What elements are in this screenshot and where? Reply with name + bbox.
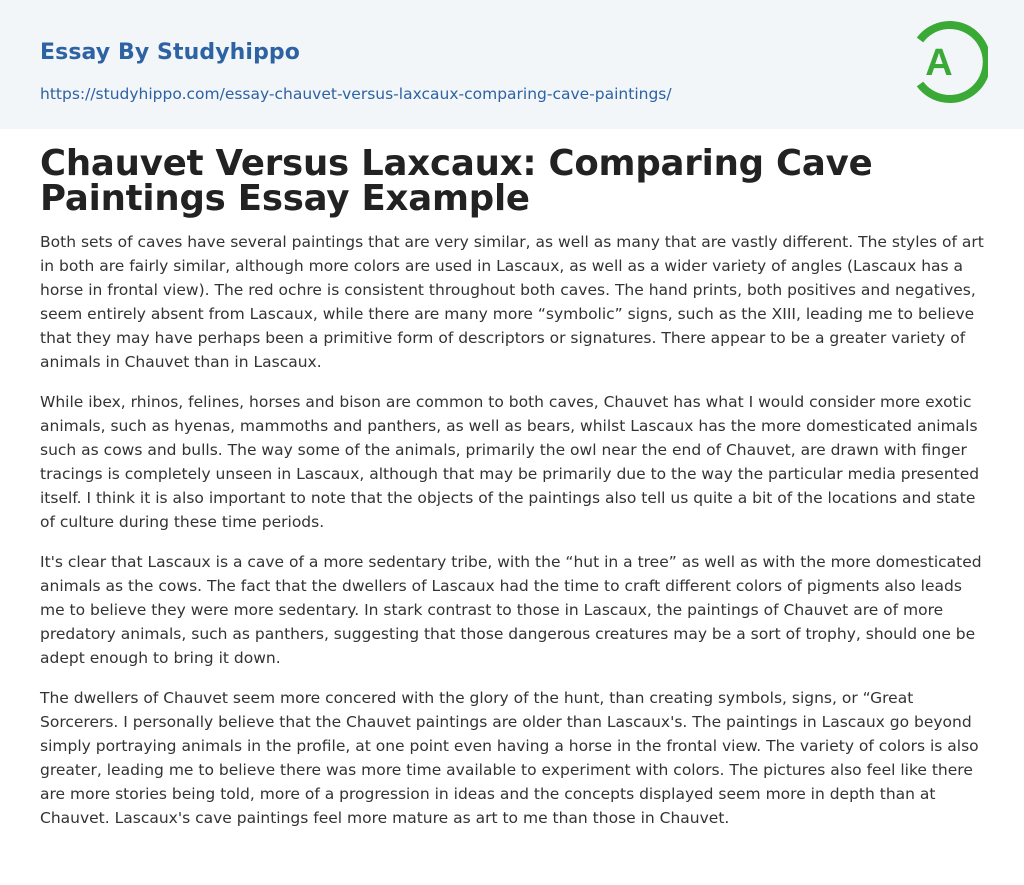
article-title: Chauvet Versus Laxcaux: Comparing Cave Paintings Essay Example [40,143,873,219]
article-paragraph: Both sets of caves have several paintings that are very similar, as well as many that are vastly different. The styles of art in both are fairly similar, although more colors are used in Lascaux, as well as a wider variety of angles (Lascaux has a horse in frontal view). The red ochre is consistent throughout both caves. The hand prints, both positives and negatives, seem entirely absent from Lascaux, while there are many more “symbolic” signs, such as the XIII, leading me to believe that they may have perhaps been a primitive form of descriptors or signatures. There appear to be a greater variety of animals in Chauvet than in Lascaux. [40,233,984,371]
source-url-link[interactable]: https://studyhippo.com/essay-chauvet-versus-laxcaux-comparing-cave-paintings/ [40,85,672,103]
article [40,143,984,846]
article-paragraph: The dwellers of Chauvet seem more concered with the glory of the hunt, than creating symbols, signs, or “Great Sorcerers. I personally believe that the Chauvet paintings are older than Lascaux's. The paintings in Lascaux go beyond simply portraying animals in the profile, at one point even having a horse in the frontal view. The variety of colors is also greater, leading me to believe there was more time available to experiment with colors. The pictures also feel like there are more stories being told, more of a progression in ideas and the concepts displayed seem more in depth than at Chauvet. Lascaux's cave paintings feel more mature as art to me than those in Chauvet. [40,689,979,827]
article-body [40,230,984,830]
brand-title[interactable]: Essay By Studyhippo [40,40,300,65]
logo-letter: A [925,42,953,84]
article-paragraph: It's clear that Lascaux is a cave of a more sedentary tribe, with the “hut in a tree” as well as with the more domesticated animals as the cows. The fact that the dwellers of Lascaux had the time to craft different colors of pigments also leads me to believe they were more sedentary. In stark contrast to those in Lascaux, the paintings of Chauvet are of more predatory animals, such as panthers, suggesting that those dangerous creatures may be a sort of trophy, should one be adept enough to bring it down. [40,553,982,667]
page-header [0,0,1024,129]
article-paragraph: While ibex, rhinos, felines, horses and bison are common to both caves, Chauvet has what I would consider more exotic animals, such as hyenas, mammoths and panthers, as well as bears, whilst Lascaux has the more domesticated animals such as cows and bulls. The way some of the animals, primarily the owl near the end of Chauvet, are drawn with finger tracings is completely unseen in Lascaux, although that may be primarily due to the way the particular media presented itself. I think it is also important to note that the objects of the paintings also tell us quite a bit of the locations and state of culture during these time periods. [40,393,980,531]
studyhippo-logo-icon[interactable] [908,18,988,106]
